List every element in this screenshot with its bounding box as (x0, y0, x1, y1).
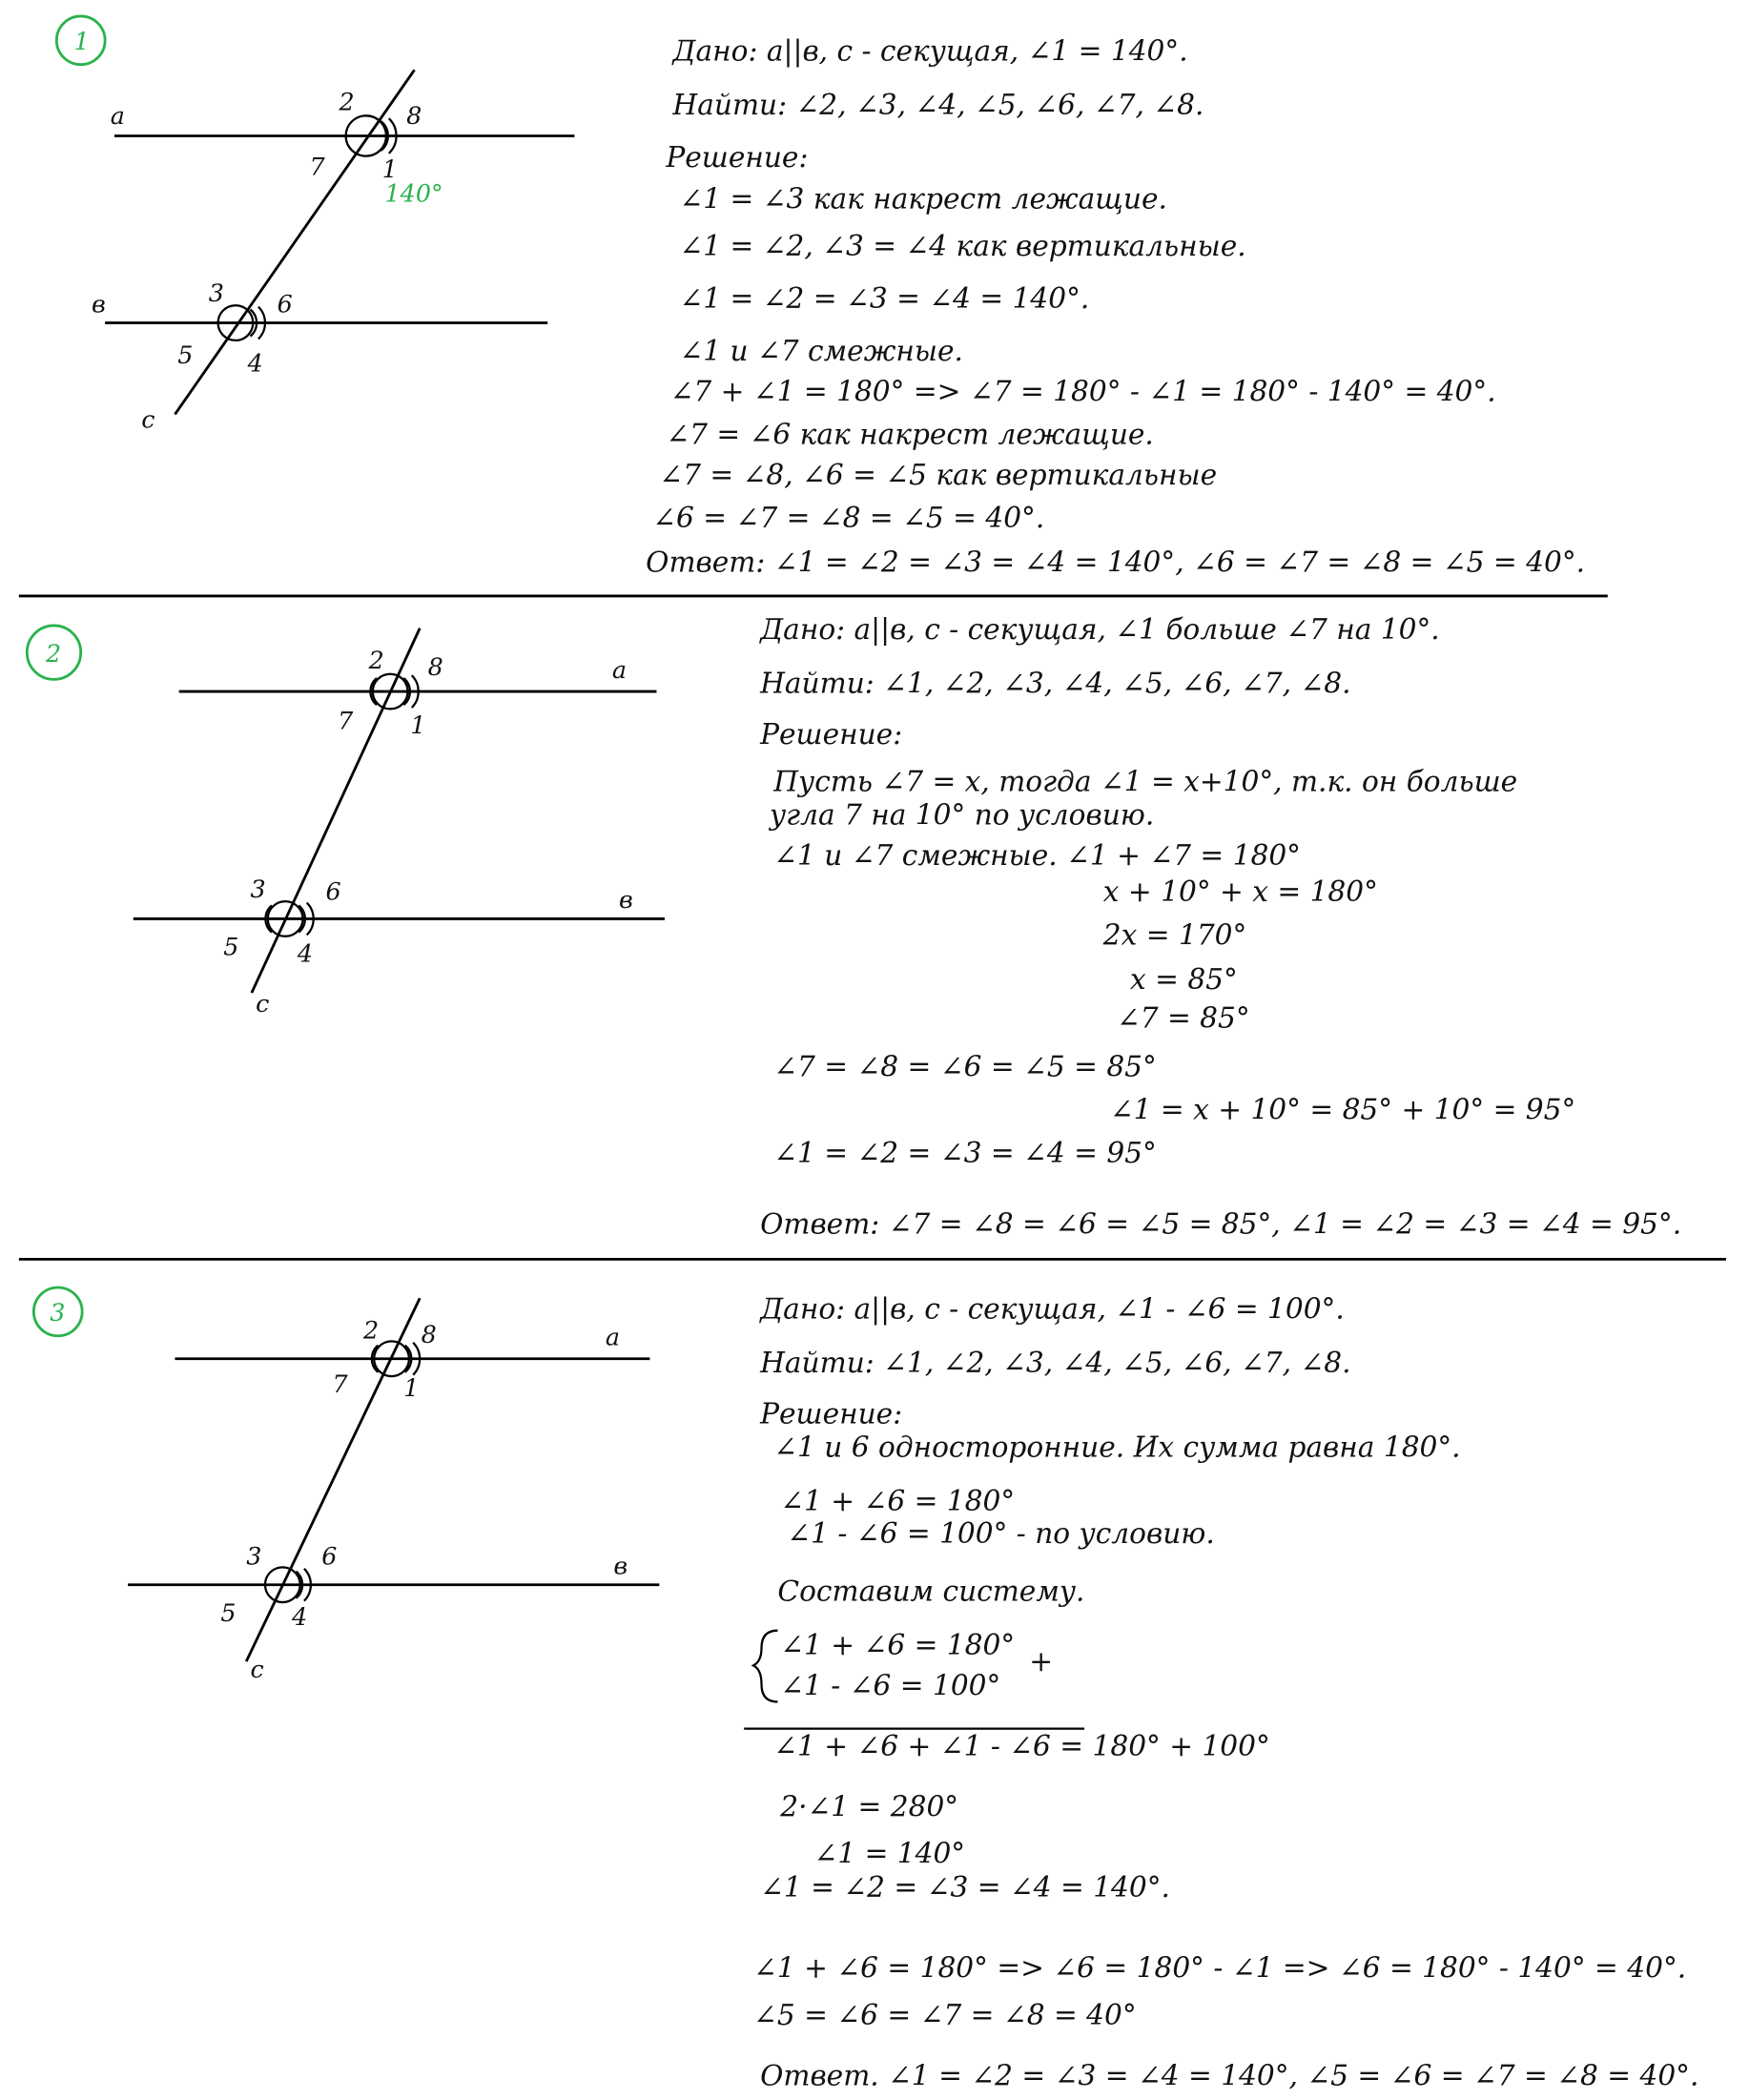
find-line: Найти: ∠1, ∠2, ∠3, ∠4, ∠5, ∠6, ∠7, ∠8. (760, 1346, 1351, 1379)
angle-label: 1 (410, 710, 426, 739)
label-b: в (618, 885, 633, 915)
system-equation: ∠1 + ∠6 = 180° (780, 1629, 1016, 1662)
line-c (252, 628, 420, 993)
angle-label: 2 (368, 646, 384, 675)
angle-label: 7 (338, 706, 354, 735)
problem-2 (27, 613, 1681, 1241)
given-line: Дано: a||в, c - секущая, ∠1 больше ∠7 на 10°. (760, 613, 1440, 647)
angle-label: 6 (277, 289, 293, 319)
solution-line: Составим систему. (777, 1575, 1085, 1608)
angle-label: 4 (292, 1602, 308, 1632)
line-c (246, 1298, 420, 1661)
solution-heading: Решение: (760, 1397, 903, 1431)
solution-line: ∠7 = ∠6 как накрест лежащие. (666, 418, 1154, 451)
solution-line: угла 7 на 10° по условию. (769, 798, 1155, 832)
find-line: Найти: ∠2, ∠3, ∠4, ∠5, ∠6, ∠7, ∠8. (672, 88, 1204, 121)
angle-label: 6 (321, 1541, 338, 1571)
angle-label: 8 (421, 1319, 437, 1349)
angle-label: 5 (220, 1597, 237, 1627)
angle-label: 4 (247, 348, 263, 378)
answer-line: Ответ: ∠7 = ∠8 = ∠6 = ∠5 = 85°, ∠1 = ∠2 = ∠3 = ∠4 = 95°. (760, 1207, 1682, 1241)
label-a: a (110, 100, 125, 130)
solution-line: x + 10° + x = 180° (1102, 875, 1378, 909)
solution-line: ∠1 + ∠6 = 180° => ∠6 = 180° - ∠1 => ∠6 = 180° - 140° = 40°. (753, 1951, 1687, 1985)
solution-line: ∠1 = ∠2 = ∠3 = ∠4 = 95° (773, 1136, 1157, 1169)
solution-text (758, 613, 1681, 1241)
angle-label: 3 (208, 278, 224, 307)
solution-line: Пусть ∠7 = x, тогда ∠1 = x+10°, т.к. он больше (773, 765, 1518, 798)
solution-line: ∠1 = ∠2 = ∠3 = ∠4 = 140°. (679, 282, 1090, 316)
solution-line: ∠1 - ∠6 = 100° - по условию. (787, 1516, 1215, 1550)
label-b: в (92, 289, 106, 319)
solution-text (744, 1292, 1698, 2091)
diagram (134, 628, 665, 1018)
solution-line: ∠1 = 140° (813, 1837, 966, 1870)
solution-line: x = 85° (1130, 962, 1238, 996)
angle-label: 4 (297, 938, 313, 968)
solution-line: ∠7 = ∠8, ∠6 = ∠5 как вертикальные (659, 458, 1218, 491)
diagram (92, 70, 574, 433)
given-line: Дано: a||в, c - секущая, ∠1 - ∠6 = 100°. (760, 1292, 1345, 1326)
angle-label: 1 (403, 1373, 420, 1403)
solution-line: ∠1 + ∠6 = 180° (780, 1485, 1016, 1518)
solution-heading: Решение: (666, 140, 809, 174)
solution-heading: Решение: (760, 718, 903, 751)
problem-1 (56, 16, 1585, 579)
solution-text (646, 34, 1585, 578)
solution-line: ∠1 = ∠2, ∠3 = ∠4 как вертикальные. (679, 230, 1246, 263)
angle-label: 2 (362, 1315, 380, 1345)
solution-line: ∠5 = ∠6 = ∠7 = ∠8 = 40° (753, 1999, 1137, 2032)
angle-label: 5 (223, 932, 239, 961)
diagram (128, 1298, 659, 1683)
angle-label: 8 (406, 100, 422, 130)
plus-sign: + (1029, 1645, 1054, 1678)
label-a: a (605, 1322, 621, 1351)
angle-label: 5 (177, 340, 194, 369)
label-b: в (613, 1551, 628, 1580)
solution-line: ∠1 = ∠2 = ∠3 = ∠4 = 140°. (760, 1870, 1170, 1904)
system-equation: ∠1 - ∠6 = 100° (780, 1669, 1001, 1702)
label-c: c (250, 1655, 264, 1684)
system-brace (753, 1631, 777, 1702)
solution-line: ∠1 и ∠7 смежные. (679, 335, 963, 368)
solution-line: ∠7 = 85° (1116, 1001, 1250, 1035)
line-c (175, 70, 414, 414)
angle-label: 3 (250, 874, 266, 903)
solution-line: ∠1 = x + 10° = 85° + 10° = 95° (1109, 1093, 1576, 1126)
given-angle-label: 140° (384, 178, 443, 208)
angle-label: 7 (309, 152, 325, 181)
solution-line: ∠1 и ∠7 смежные. ∠1 + ∠7 = 180° (773, 839, 1301, 873)
label-a: a (611, 654, 628, 684)
solution-line: 2x = 170° (1102, 918, 1247, 952)
angle-label: 7 (332, 1369, 348, 1399)
problem-3 (33, 1287, 1698, 2092)
solution-line: ∠1 + ∠6 + ∠1 - ∠6 = 180° + 100° (773, 1729, 1270, 1762)
solution-line: ∠6 = ∠7 = ∠8 = ∠5 = 40°. (652, 501, 1045, 534)
solution-line: ∠1 и 6 односторонние. Их сумма равна 180°. (773, 1431, 1461, 1464)
angle-label: 3 (246, 1541, 262, 1571)
angle-label: 2 (339, 87, 355, 116)
answer-line: Ответ: ∠1 = ∠2 = ∠3 = ∠4 = 140°, ∠6 = ∠7 = ∠8 = ∠5 = 40°. (646, 546, 1586, 579)
given-line: Дано: a||в, c - секущая, ∠1 = 140°. (672, 34, 1188, 68)
label-c: c (141, 404, 155, 434)
problem-number: 1 (73, 27, 90, 56)
solution-line: 2·∠1 = 280° (780, 1790, 959, 1823)
solution-line: ∠7 + ∠1 = 180° => ∠7 = 180° - ∠1 = 180° - 140° = 40°. (669, 375, 1496, 408)
solution-line: ∠7 = ∠8 = ∠6 = ∠5 = 85° (773, 1050, 1157, 1083)
angle-label: 1 (381, 154, 398, 184)
solution-line: ∠1 = ∠3 как накрест лежащие. (679, 182, 1167, 216)
angle-label: 8 (427, 652, 443, 682)
angle-label: 6 (325, 876, 341, 906)
answer-line: Ответ. ∠1 = ∠2 = ∠3 = ∠4 = 140°, ∠5 = ∠6 = ∠7 = ∠8 = 40°. (760, 2059, 1699, 2092)
label-c: c (256, 988, 270, 1018)
problem-number: 2 (46, 639, 62, 669)
problem-number: 3 (50, 1298, 66, 1328)
find-line: Найти: ∠1, ∠2, ∠3, ∠4, ∠5, ∠6, ∠7, ∠8. (760, 667, 1351, 700)
